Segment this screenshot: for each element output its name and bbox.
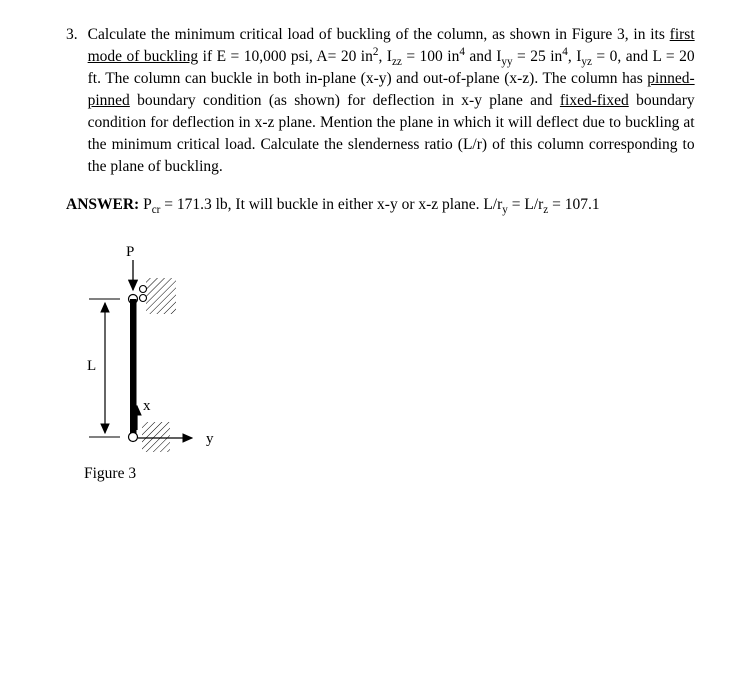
top-link-roller <box>140 295 147 302</box>
column-figure-svg <box>80 242 300 457</box>
x-axis-label: x <box>143 398 151 414</box>
top-link-roller <box>140 286 147 293</box>
problem-number: 3. <box>66 26 78 43</box>
column-bar <box>130 299 137 437</box>
problem-item <box>66 24 697 178</box>
problem-text: Calculate the minimum critical load of buckling of the column, as shown in Figure 3, in its first mode of buckling if E = 10,000 psi, A= 20 $in^2$, $I_{zz} = 100$ $in^4$ and $I_{yy} = 25$ $in^4$, $I_{yz} = 0$, and L = 20 ft. The column can buckle in both in-plane (x-y) and out-of-plane (x-z). The column has pinned-pinned boundary condition (as shown) for deflection in x-y plane and fixed-fixed boundary condition for deflection in x-z plane. Mention the plane in which it will deflect due to buckling at the minimum critical load. Calculate the slenderness ratio (L/r) of this column corresponding to the plane of buckling. <box>87 26 695 175</box>
top-wall-hatch <box>146 278 176 314</box>
bottom-wall-hatch <box>142 422 170 452</box>
y-axis-label: y <box>206 431 214 447</box>
figure-caption: Figure 3 <box>84 465 137 482</box>
answer-text: ANSWER: $P_{cr} = 171.3$ lb, It will buckle in either x-y or x-z plane. $L/r_y = L/r_z = 107.1$ <box>66 196 600 217</box>
figure <box>80 242 697 483</box>
load-label: P <box>126 244 135 260</box>
length-label: L <box>87 358 97 374</box>
bottom-pin <box>129 433 138 442</box>
